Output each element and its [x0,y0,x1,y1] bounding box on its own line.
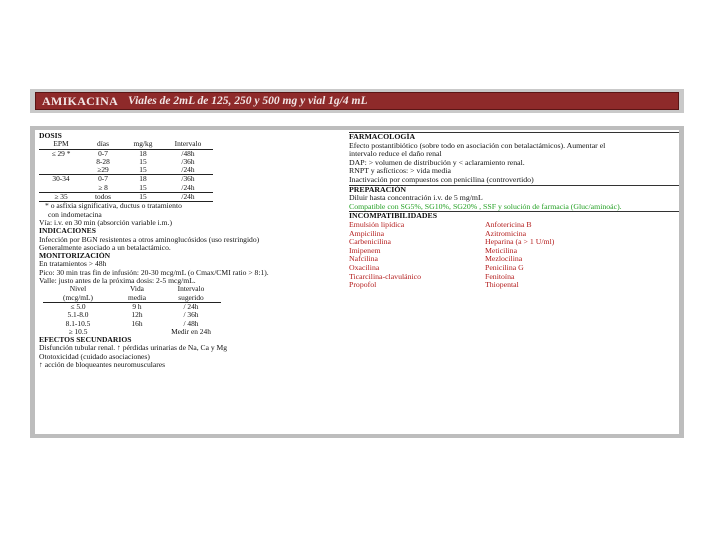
monitorizacion-line: Pico: 30 min tras fin de infusión: 20-30 mcg/mL (o Cmax/CMI ratio > 8:1). [39,268,269,277]
monitorizacion-cell: 12h [131,310,143,320]
dosis-cell: 18 [139,174,147,184]
incompatibilidades-title: INCOMPATIBILIDADES [349,211,679,221]
list-item: Azitromicina [485,228,527,238]
list-item: Ampicilina [349,228,385,238]
dosis-cell: /24h [163,166,213,175]
list-item: Fenitoína [485,271,515,281]
indicaciones-title: INDICACIONES [39,227,96,236]
incompatibilidades-list [349,221,679,290]
farmacologia-line: DAP: > volumen de distribución y < aclaramiento renal. [349,158,525,167]
list-item: Propofol [349,280,377,290]
dosis-cell: /36h [181,174,195,184]
dosis-cell: 15 [123,184,163,193]
monitorizacion-cell: / 36h [183,310,199,320]
dosis-cell: /36h [181,156,195,166]
list-item: Carbenicilina [349,237,391,247]
farmacologia-title: FARMACOLOGÍA [349,132,679,142]
list-item: Mezlocilina [485,254,523,264]
dosis-header-row [39,140,213,149]
dosis-note: con indometacina [48,210,102,219]
list-item: Oxacilina [349,262,380,272]
monitorizacion-cell: ≤ 5.0 [70,301,86,311]
dosis-note: * o asfixia significativa, ductus o tratamiento [45,202,182,211]
monitorizacion-cell: / 48h [183,318,199,328]
dosis-cell: 15 [123,166,163,175]
efectos-line: Ototoxicidad (cuidado asociaciones) [39,352,150,361]
list-item: Meticilina [485,245,518,255]
dosis-cell: 0-7 [98,174,108,184]
preparacion-line: Diluir hasta concentración i.v. de 5 mg/mL [349,194,483,203]
farmacologia-line: intervalo reduce el daño renal [349,150,442,159]
dosis-cell: ≥29 [83,166,123,175]
efectos-title: EFECTOS SECUNDARIOS [39,336,132,345]
dosis-via: Vía: i.v. en 30 min (absorción variable i.m.) [39,218,172,227]
monitorizacion-header: Nivel [69,284,87,294]
monitorizacion-header: Vida [130,284,144,294]
indicaciones-line: Infección por BGN resistentes a otros aminoglucósidos (uso restringido) [39,235,260,244]
dosis-header-intervalo: Intervalo [163,140,213,149]
dosis-cell: 30-34 [52,174,70,184]
list-item: Thiopental [485,280,519,290]
monitorizacion-header: Intervalo [177,284,205,294]
table-row [39,193,213,202]
dosis-cell: /48h [181,148,195,158]
list-item: Emulsión lipídica [349,219,405,229]
dosis-cell: ≥ 8 [83,184,123,193]
monitorizacion-subheader: sugerido [161,294,221,303]
monitorizacion-cell: / 24h [183,301,199,311]
dosis-cell [39,158,83,166]
dosis-header-dias: días [83,140,123,149]
right-column [349,132,679,290]
farmacologia-line: Inactivación por compuestos con penicilina (controvertido) [349,175,534,184]
monitorizacion-table [43,285,221,336]
preparacion-title: PREPARACIÓN [349,185,679,195]
left-column [39,132,341,369]
dosis-cell: ≤ 29 * [51,148,71,158]
dosis-cell: 18 [139,148,147,158]
list-item: Nafcilina [349,254,379,264]
dosis-cell: 0-7 [98,148,108,158]
monitorizacion-subheader: media [113,294,161,303]
drug-header-bar [30,89,684,113]
monitorizacion-cell: 16h [131,318,143,328]
drug-info-content [35,130,679,434]
list-item: Anfotericina B [485,219,532,229]
dosis-cell: 8-28 [96,156,110,166]
monitorizacion-line: Valle: justo antes de la próxima dosis: 2-5 mcg/mL. [39,277,196,286]
drug-header [35,92,679,110]
farmacologia-line: Efecto postantibiótico (sobre todo en asociación con betalactámicos). Aumentar el [349,141,606,150]
monitorizacion-cell: 5.1-8.0 [67,310,89,320]
dosis-table [39,140,213,202]
dosis-title: DOSIS [39,132,62,140]
vial-presentations: Viales de 2mL de 125, 250 y 500 mg y vial 1g/4 mL [128,95,368,107]
monitorizacion-cell [113,328,161,336]
drug-name: AMIKACINA [42,93,119,108]
monitorizacion-subheader: (mcg/mL) [43,294,113,303]
dosis-header-epm: EPM [39,140,83,149]
monitorizacion-title: MONITORIZACIÓN [39,252,111,261]
list-item: Imipenem [349,245,381,255]
drug-info-card [30,126,684,438]
dosis-cell: todos [83,193,123,202]
table-row [43,328,221,336]
dosis-cell: 15 [123,193,163,202]
indicaciones-line: Generalmente asociado a un betalactámico. [39,243,171,252]
list-item: Heparina (a > 1 U/ml) [485,237,555,247]
preparacion-compatible: Compatible con SG5%, SG10%, SG20% , SSF y solución de farmacia (Gluc/aminoác). [349,202,622,211]
farmacologia-line: RNPT y asfícticos: > vida media [349,167,451,176]
list-item: Ticarcilina-clavulánico [349,271,422,281]
dosis-cell: /24h [163,184,213,193]
dosis-cell: 15 [139,156,147,166]
efectos-line: Disfunción tubular renal. ↑ pérdidas urinarias de Na, Ca y Mg [39,344,228,353]
monitorizacion-cell: 9 h [132,301,142,311]
dosis-cell: /24h [163,193,213,202]
dosis-header-mgkg: mg/kg [123,140,163,149]
monitorizacion-line: En tratamientos > 48h [39,260,107,269]
monitorizacion-cell: Medir en 24h [171,326,211,336]
dosis-cell: ≥ 35 [39,193,83,202]
monitorizacion-cell: 8.1-10.5 [65,318,91,328]
list-item: Penicilina G [485,262,524,272]
monitorizacion-cell: ≥ 10.5 [68,326,88,336]
efectos-line: ↑ acción de bloqueantes neuromusculares [39,361,166,370]
